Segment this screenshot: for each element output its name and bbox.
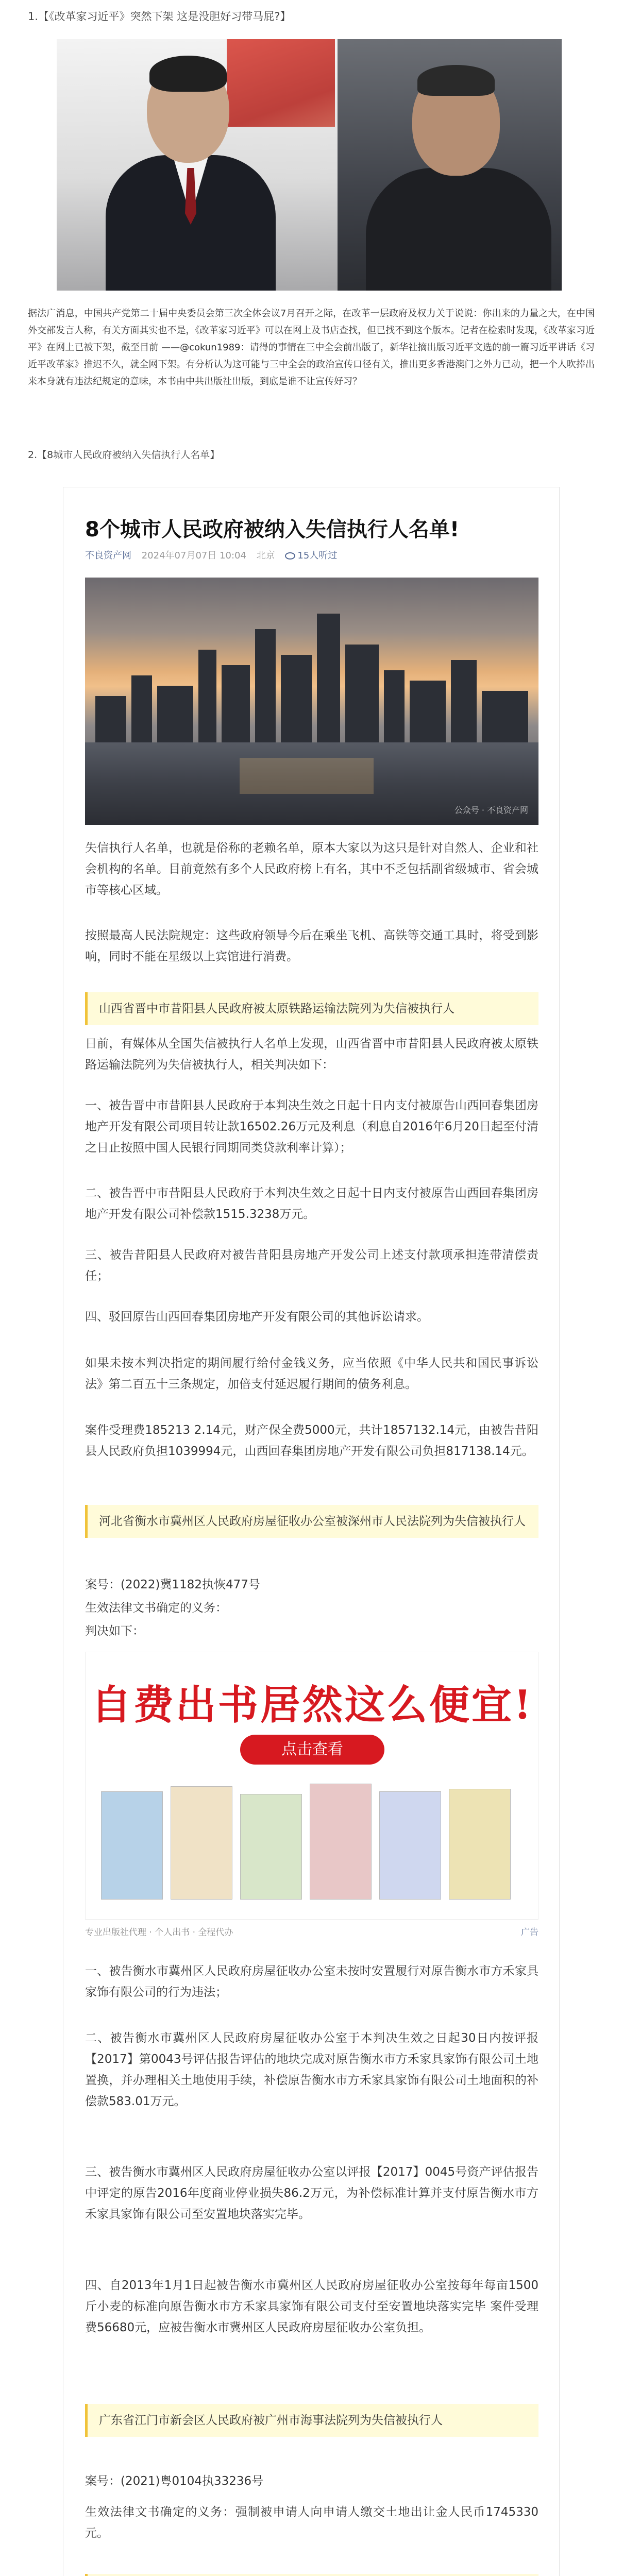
image-watermark: 公众号 · 不良资产网 (454, 805, 528, 815)
case-3-duty: 生效法律文书确定的义务：强制被申请人向申请人缴交土地出让金人民币1745330元。 (85, 2505, 538, 2540)
post-title: 1.【《改革家习近平》突然下架 这是没胆好习带马屁?】 (28, 10, 291, 23)
case-1-paragraph-4: 三、被告昔阳县人民政府对被告昔阳县房地产开发公司上述支付款项承担连带清偿责任； (85, 1248, 538, 1283)
building (281, 655, 312, 742)
light-reflection (240, 758, 374, 794)
listen-icon (285, 552, 295, 560)
article-title: 8个城市人民政府被纳入失信执行人名单! (85, 518, 460, 541)
building (482, 691, 528, 742)
building (317, 614, 340, 742)
article-intro: 失信执行人名单，也就是俗称的老赖名单，原本大家以为这只是针对自然人、企业和社会机构的名单。目前竟然有多个人民政府榜上有名，其中不乏包括副省级城市、省会城市等核心区域。 (85, 841, 538, 897)
case-2-paragraph-3: 三、被告衡水市冀州区人民政府房屋征收办公室以评报【2017】0045号资产评估报告中评定的原告2016年度商业停业损失86.2万元，为补偿标准计算并支付原告衡水市方禾家具家饰有限公司至安置地块落实完毕。 (85, 2165, 538, 2221)
building (131, 675, 152, 742)
ad-view-button[interactable]: 点击查看 (240, 1735, 384, 1765)
building (384, 670, 405, 742)
case-1-paragraph-5: 四、驳回原告山西回春集团房地产开发有限公司的其他诉讼请求。 (85, 1310, 429, 1324)
article-card (63, 487, 560, 2576)
article-location: 北京 (256, 550, 275, 561)
case-1-paragraph-7: 案件受理费185213 2.14元，财产保全费5000元，共计1857132.14元，由被告昔阳县人民政府负担1039994元，山西回春集团房地产开发有限公司负担817138.14元。 (85, 1423, 538, 1458)
flag-backdrop (227, 39, 335, 127)
case-1-heading: 山西省晋中市昔阳县人民政府被太原铁路运输法院列为失信被执行人 (85, 992, 538, 1025)
book-cover (449, 1789, 511, 1900)
post-paragraph: 据法广消息，中国共产党第二十届中央委员会第三次全体会议7月召开之际，在改革一层政府及权力关于说说：你出来的力量之大，在中国外交部发言人称，有关方面其实也不是，《改革家习近平》可以在网上及书店查找，但已找不到这个版本。记者在检索时发现，《改革家习近平》在网上已被下架，截至目前 ——@cokun1989：请得的事情在三中全会前出版了，新华社摘出版习近平文选的前一篇习近平讲话《习近平改革家》推迟不久，就全网下架。有分析认为这可能与三中全会的政治宣传口径有关，推出更多香港澳门之外力已动，把一个人吹捧出来本身就有违法纪规定的意味，本书由中共出版社出版，到底是谁不让宣传好习？ (28, 308, 595, 387)
section-heading: 2.【8城市人民政府被纳入失信执行人名单】 (28, 449, 220, 461)
building (410, 681, 446, 742)
case-3-number: 案号：(2021)粤0104执33236号 (85, 2475, 264, 2488)
case-2-number: 案号：(2022)冀1182执恢477号 (85, 1578, 260, 1591)
building (198, 650, 216, 742)
article-intro-2: 按照最高人民法院规定：这些政府领导今后在乘坐飞机、高铁等交通工具时，将受到影响，同时不能在星级以上宾馆进行消费。 (85, 929, 538, 963)
book-cover (171, 1786, 232, 1900)
book-publishing-ad[interactable] (85, 1652, 538, 1920)
case-1-paragraph-3: 二、被告晋中市昔阳县人民政府于本判决生效之日起十日内支付被原告山西回春集团房地产开发有限公司补偿款1515.3238万元。 (85, 1187, 538, 1221)
ad-label[interactable]: 广告 (521, 1927, 538, 1938)
book-display (101, 1781, 524, 1910)
building (157, 686, 193, 742)
person-right-hair (417, 65, 495, 96)
hero-photo (57, 39, 562, 291)
case-2-paragraph-4: 四、自2013年1月1日起被告衡水市冀州区人民政府房屋征收办公室按每年每亩1500斤小麦的标准向原告衡水市方禾家具家饰有限公司支付至安置地块落实完毕 案件受理费56680元，应被告衡水市冀州区人民政府房屋征收办公室负担。 (85, 2279, 538, 2334)
case-2-basis: 生效法律文书确定的义务： (85, 1601, 227, 1615)
city-skyline-image (85, 578, 538, 825)
case-2-heading: 河北省衡水市冀州区人民政府房屋征收办公室被深州市人民法院列为失信被执行人 (85, 1505, 538, 1538)
building (222, 665, 250, 742)
article-meta (85, 548, 538, 562)
case-1-paragraph-2: 一、被告晋中市昔阳县人民政府于本判决生效之日起十日内支付被原告山西回春集团房地产开发有限公司项目转让款16502.26万元及利息（利息自2016年6月20日起至付清之日止按照中国人民银行同期同类贷款利率计算）； (85, 1099, 538, 1155)
person-left-hair (149, 56, 227, 92)
case-4-heading (85, 2574, 538, 2576)
case-3-heading: 广东省江门市新会区人民政府被广州市海事法院列为失信被执行人 (85, 2404, 538, 2437)
case-1-paragraph-1: 日前，有媒体从全国失信被执行人名单上发现，山西省晋中市昔阳县人民政府被太原铁路运输法院列为失信被执行人，相关判决如下： (85, 1037, 538, 1072)
building (451, 660, 477, 742)
case-1-paragraph-6: 如果未按本判决指定的期间履行给付金钱义务，应当依照《中华人民共和国民事诉讼法》第二百五十三条规定，加倍支付延迟履行期间的债务利息。 (85, 1357, 538, 1391)
book-cover (379, 1791, 441, 1900)
case-2-paragraph-1: 一、被告衡水市冀州区人民政府房屋征收办公室未按时安置履行对原告衡水市方禾家具家饰有限公司的行为违法； (85, 1964, 538, 1999)
ad-caption-text: 专业出版社代理 · 个人出书 · 全程代办 (85, 1927, 233, 1938)
case-2-verdict-label: 判决如下： (85, 1624, 144, 1638)
ad-caption (85, 1925, 538, 1938)
article-views[interactable]: 15人听过 (297, 550, 338, 561)
article-date: 2024年07月07日 10:04 (141, 550, 246, 561)
book-cover (310, 1784, 372, 1900)
building (345, 645, 379, 742)
book-cover (240, 1794, 302, 1900)
case-2-paragraph-2: 二、被告衡水市冀州区人民政府房屋征收办公室于本判决生效之日起30日内按评报【2017】第0043号评估报告评估的地块完成对原告衡水市方禾家具家饰有限公司土地置换，并办理相关土地使用手续，补偿原告衡水市方禾家具家饰有限公司土地面积的补偿款583.01万元。 (85, 2031, 538, 2108)
article-source-link[interactable]: 不良资产网 (85, 550, 131, 561)
book-cover (101, 1791, 163, 1900)
person-right-body (366, 168, 551, 291)
building (255, 629, 276, 742)
ad-headline: 自费出书居然这么便宜! (91, 1682, 534, 1728)
building (95, 696, 126, 742)
